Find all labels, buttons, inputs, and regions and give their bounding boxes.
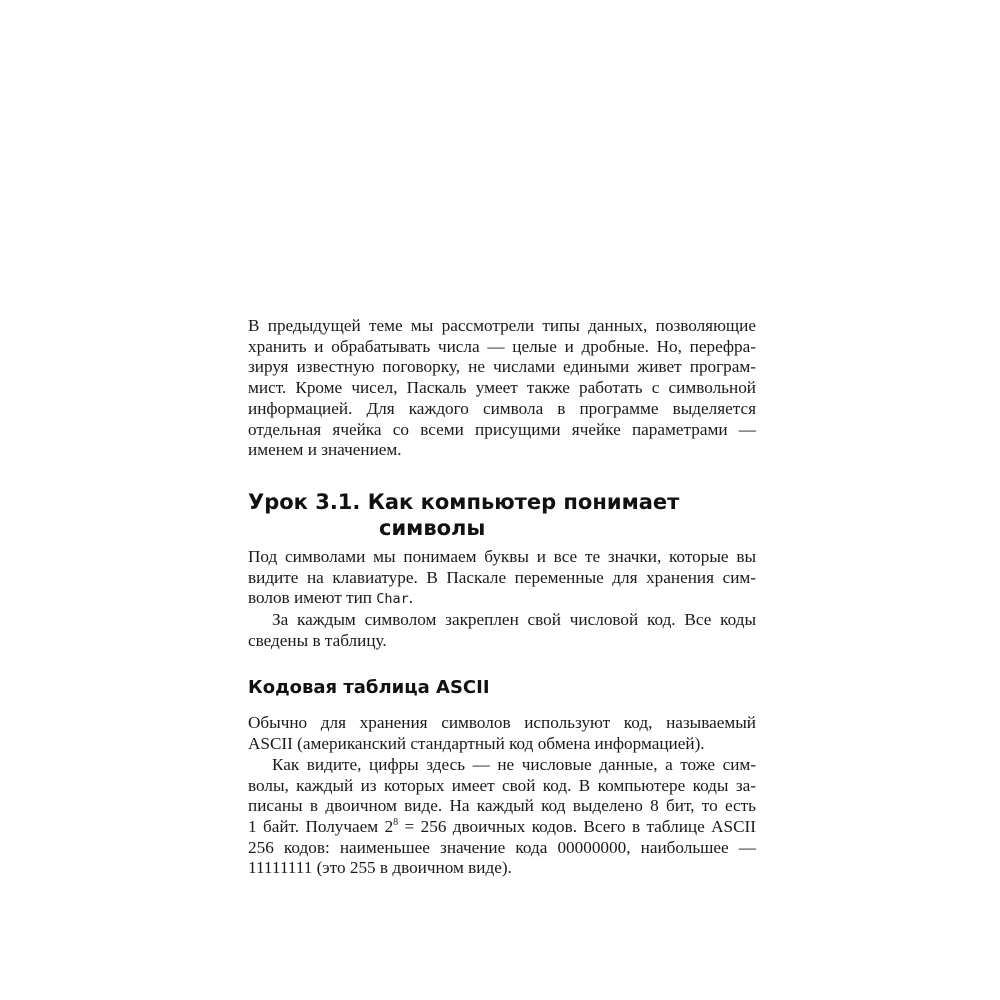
intro-paragraph: [248, 316, 756, 461]
text-fragment: .: [408, 588, 414, 608]
text-line: За каждым символом закреплен свой числовой код. Все коды: [272, 610, 756, 630]
lesson-heading-line2: символы: [379, 515, 486, 540]
code-char-type: Char: [376, 591, 409, 608]
text-line: писаны в двоичном виде. На каждый код выделено 8 бит, то есть: [248, 796, 756, 816]
ascii-heading: [248, 677, 756, 699]
book-page: [248, 316, 756, 879]
ascii-paragraph-2: [248, 755, 756, 879]
text-line: отдельная ячейка со всеми присущими ячейке параметрами —: [248, 419, 756, 439]
text-line: видите на клавиатуре. В Паскале переменные для хранения сим-: [248, 567, 756, 587]
text-fragment: = 256 двоичных кодов. Всего в таблице ASCII: [398, 816, 756, 836]
text-line: ASCII (американский стандартный код обмена информацией).: [248, 734, 705, 754]
text-line: 11111111 (это 255 в двоичном виде).: [248, 858, 512, 878]
text-line: [248, 588, 756, 610]
text-line: хранить и обрабатывать числа — целые и дробные. Но, перефра-: [248, 336, 756, 356]
text-line: Под символами мы понимаем буквы и все те значки, которые вы: [248, 546, 756, 566]
text-line: В предыдущей теме мы рассмотрели типы данных, позволяющие: [248, 316, 756, 335]
text-line: информацией. Для каждого символа в программе выделяется: [248, 398, 756, 418]
text-line: Обычно для хранения символов используют код, называемый: [248, 713, 756, 733]
lesson-paragraph-1: [248, 547, 756, 610]
text-line: именем и значением.: [248, 440, 402, 460]
ascii-heading-text: Кодовая таблица ASCII: [248, 677, 490, 699]
lesson-heading-line1: Урок 3.1. Как компьютер понимает: [248, 489, 680, 514]
text-line: 256 кодов: наименьшее значение кода 00000000, наибольшее —: [248, 837, 756, 857]
text-line: мист. Кроме чисел, Паскаль умеет также работать с символьной: [248, 378, 756, 398]
text-line: волы, каждый из которых имеет свой код. В компьютере коды за-: [248, 775, 756, 795]
lesson-paragraph-2: [248, 610, 756, 651]
text-fragment: 1 байт. Получаем 2: [248, 816, 394, 836]
text-line: зируя известную поговорку, не числами едиными живет програм-: [248, 357, 756, 377]
text-fragment: волов имеют тип: [248, 588, 377, 608]
ascii-paragraph-1: [248, 713, 756, 754]
exponent: 8: [393, 816, 399, 828]
text-line: сведены в таблицу.: [248, 630, 387, 650]
text-line: Как видите, цифры здесь — не числовые данные, а тоже сим-: [272, 754, 756, 774]
lesson-heading: [248, 489, 756, 541]
text-line: [248, 817, 756, 838]
